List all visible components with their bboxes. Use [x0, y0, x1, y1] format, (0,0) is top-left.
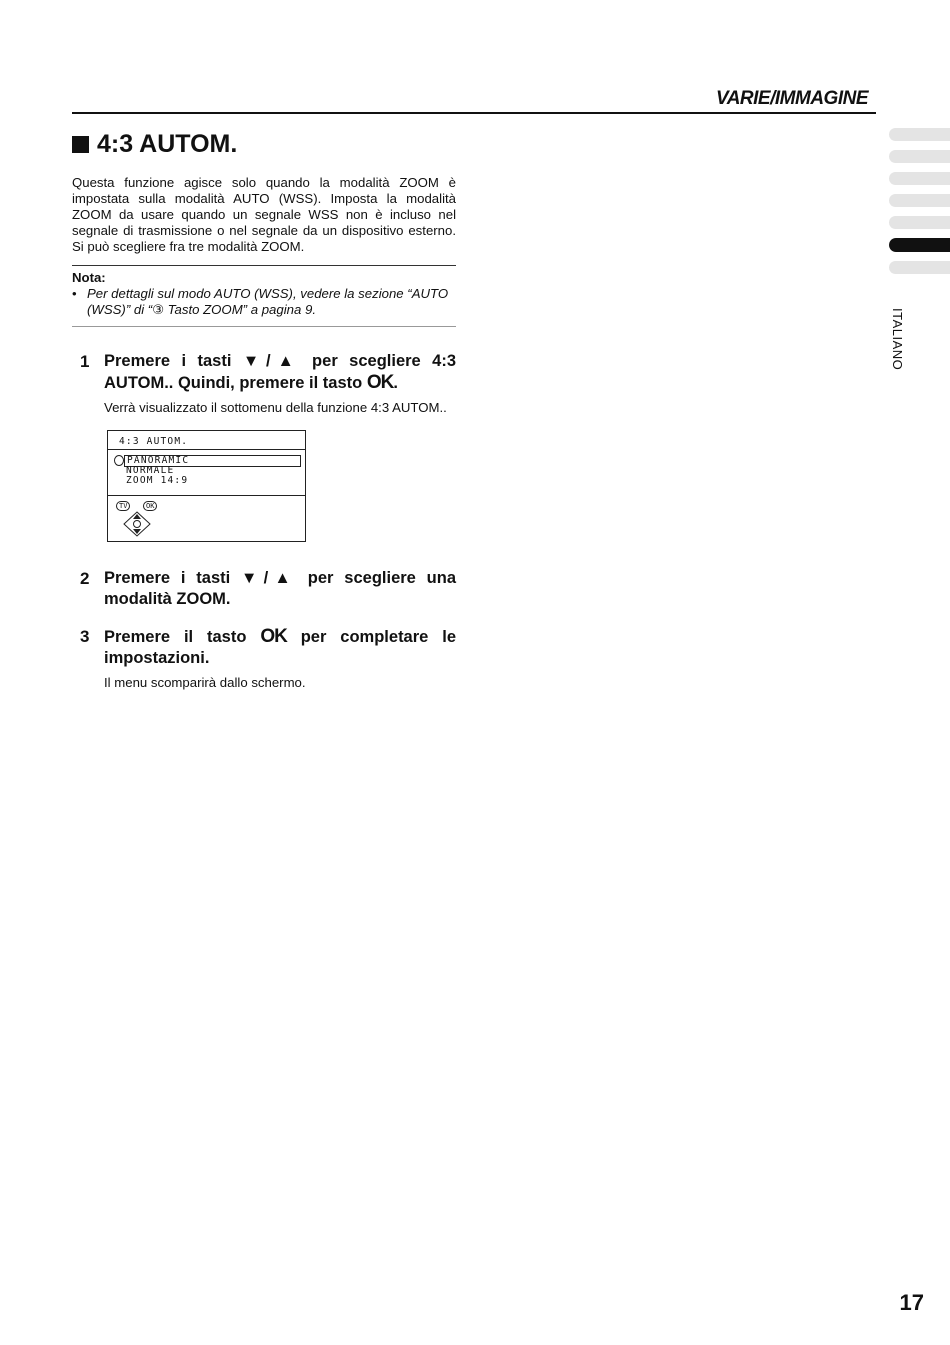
note-box [72, 265, 456, 327]
step-text [104, 626, 456, 669]
osd-option-selected: PANORAMIC [124, 455, 301, 467]
step-3 [72, 626, 456, 669]
side-tab [889, 216, 950, 229]
side-tab-active [889, 238, 950, 252]
side-tab [889, 194, 950, 207]
step-number: 1 [80, 352, 90, 371]
osd-cursor-icon [114, 455, 124, 466]
step-number: 3 [80, 627, 90, 646]
page-number: 17 [899, 1290, 924, 1315]
osd-title: 4:3 AUTOM. [119, 436, 189, 447]
side-tab [889, 261, 950, 274]
header-title: VARIE/IMMAGINE [715, 88, 868, 109]
tv-button-icon: TV [116, 501, 130, 511]
step-2 [72, 568, 456, 610]
side-language-label: ITALIANO [890, 308, 905, 371]
step-number: 2 [80, 569, 90, 588]
step-text-part: Premere i tasti ▼/▲ per scegliere 4:3 AUTOM.. Quindi, premere il tasto [104, 352, 456, 392]
step-1 [72, 351, 456, 394]
note-text: Per dettagli sul modo AUTO (WSS), vedere la sezione “AUTO (WSS)” di “③ Tasto ZOOM” a pagina 9. [87, 286, 449, 317]
dpad-icon [122, 511, 152, 537]
osd-menu-illustration [107, 430, 306, 542]
header-rule [72, 112, 876, 114]
ok-key-label: OK [260, 626, 287, 647]
main-content [72, 130, 456, 705]
step-text-part: per completare le impostazioni. [104, 628, 456, 667]
note-item [72, 286, 456, 318]
step-text: Premere i tasti ▼/▲ per scegliere una modalità ZOOM. [104, 569, 456, 608]
side-tab [889, 150, 950, 163]
osd-divider [108, 449, 305, 450]
square-bullet-icon [72, 136, 89, 153]
step-text [104, 351, 456, 394]
step-description: Verrà visualizzato il sottomenu della funzione 4:3 AUTOM.. [104, 400, 447, 415]
step-text-part: Premere il tasto [104, 628, 261, 646]
intro-paragraph: Questa funzione agisce solo quando la modalità ZOOM è impostata sulla modalità AUTO (WSS). Imposta la modalità ZOOM da usare quando un segnale WSS non è incluso nel segnale di trasmissione o nel segnale da un dispositivo esterno. Si può scegliere fra tre modalità ZOOM. [72, 175, 456, 254]
note-title: Nota: [72, 270, 106, 285]
step-text-part: . [393, 374, 398, 392]
side-tab [889, 128, 950, 141]
osd-option: NORMALE [126, 465, 175, 476]
ok-key-label: OK [366, 372, 394, 393]
step-description: Il menu scomparirà dallo schermo. [104, 675, 306, 690]
osd-divider [108, 495, 305, 496]
side-tab [889, 172, 950, 185]
side-tabs [889, 128, 950, 283]
section-title [72, 130, 456, 159]
ok-button-icon: OK [143, 501, 157, 511]
section-title-text: 4:3 AUTOM. [97, 130, 238, 158]
osd-option: ZOOM 14:9 [126, 475, 189, 486]
note-bullet: • [72, 286, 77, 301]
